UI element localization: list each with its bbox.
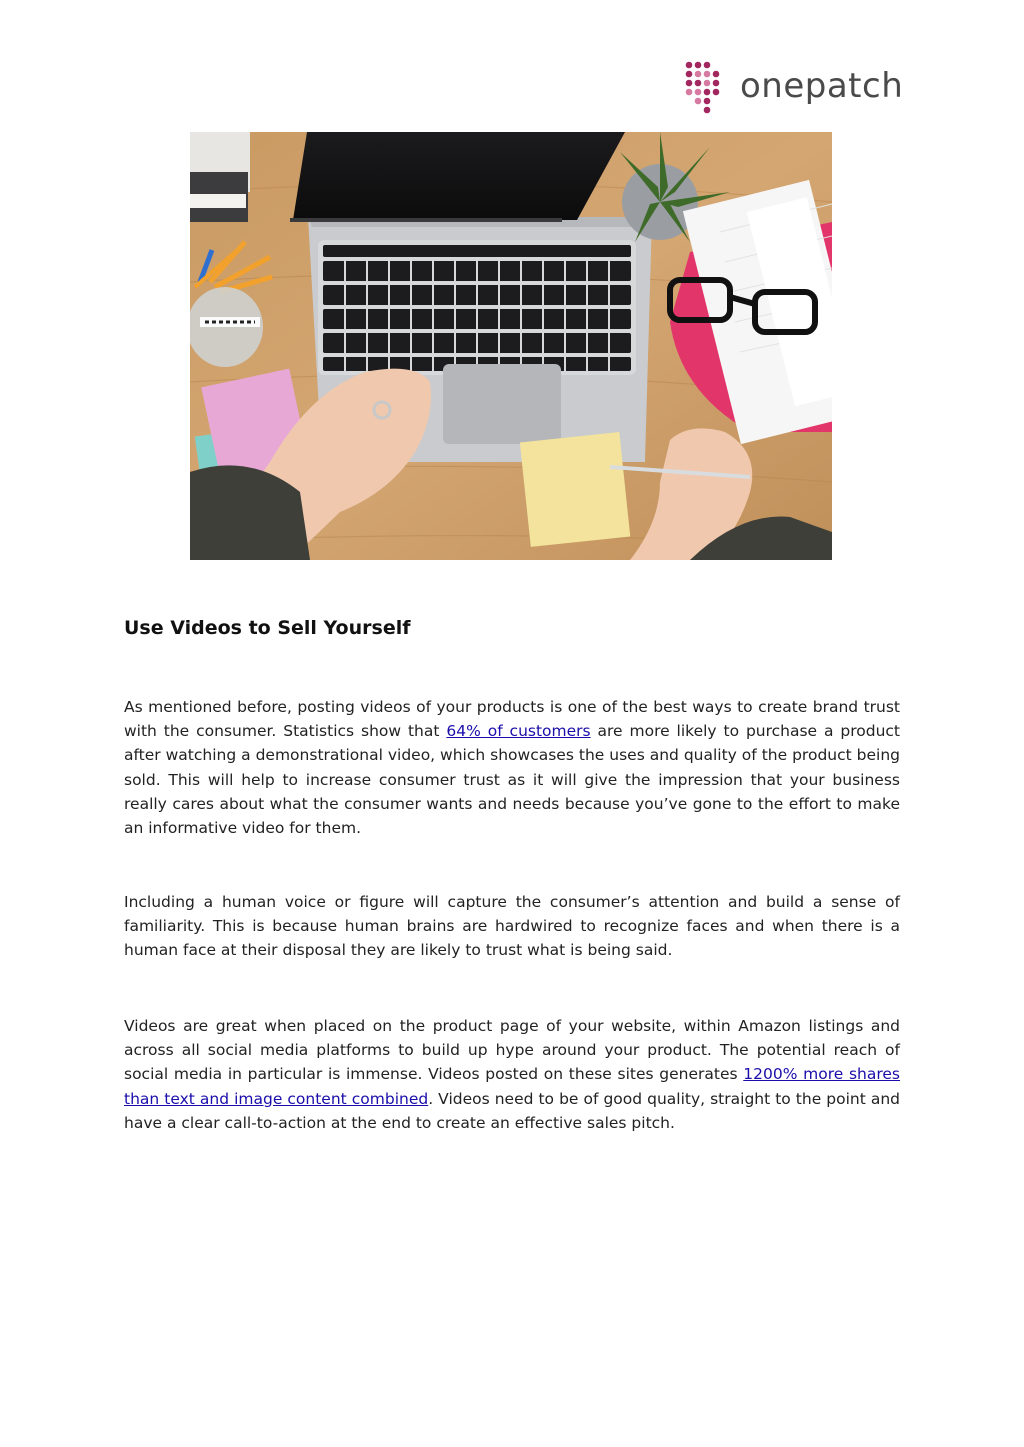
article-paragraph-3 — [124, 1014, 900, 1135]
article-paragraph-2 — [124, 890, 900, 963]
article-paragraph-1 — [124, 695, 900, 840]
paragraph-text: Including a human voice or figure will capture the consumer’s attention and build a sense of familiarity. This is because human brains are hardwired to recognize faces and when there is a human face at their disposal they are likely to trust what is being said. — [124, 893, 900, 960]
paragraph-text: are more likely to purchase a product after watching a demonstrational video, which showcases the uses and quality of the product being sold. This will help to increase consumer trust as it will give the impression that your business really cares about what the consumer wants and needs because you’ve gone to the effort to make an informative video for them. — [124, 722, 901, 838]
shares-statistic-link[interactable]: 1200% more shares than text and image content combined — [124, 1065, 900, 1108]
customers-statistic-link[interactable]: 64% of customers — [446, 722, 591, 741]
paragraph-text: . Videos need to be of good quality, straight to the point and have a clear call-to-action at the end to create an effective sales pitch. — [124, 1089, 900, 1132]
paragraph-text: As mentioned before, posting videos of your products is one of the best ways to create brand trust with the consumer. Statistics show that — [124, 698, 900, 741]
brand-logo — [684, 60, 904, 116]
paragraph-text: Videos are great when placed on the product page of your website, within Amazon listings and across all social media platforms to build up hype around your product. The potential reach of social media in particular is immense. Videos posted on these sites generates — [124, 1017, 900, 1084]
dotted-p-logo-icon — [684, 60, 744, 116]
brand-name: onepatch — [740, 66, 904, 106]
hero-image — [190, 132, 832, 560]
article-heading: Use Videos to Sell Yourself — [124, 617, 411, 639]
laptop-desk-photo — [190, 132, 832, 560]
